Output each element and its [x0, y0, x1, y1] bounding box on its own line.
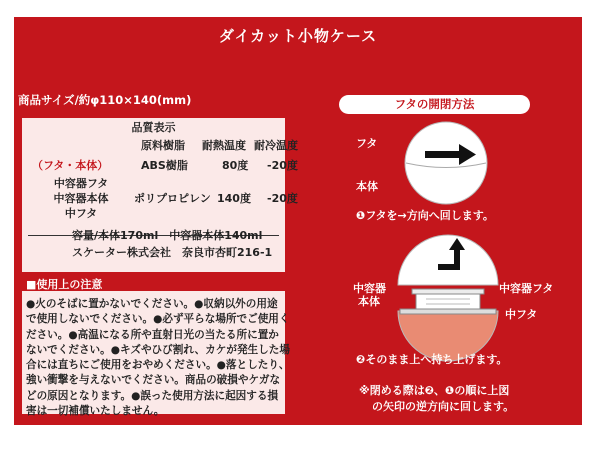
caution-line: ないでください。●キズやひび割れ、カケが発生した場 [26, 343, 290, 356]
caution-line: 合には直ちにご使用をおやめください。●落としたり、 [26, 359, 290, 372]
label-lid: フタ [356, 137, 378, 150]
label-middle-lid: 中フタ [505, 308, 538, 321]
product-title: ダイカット小物ケース [218, 27, 378, 45]
case-sphere [405, 122, 487, 204]
caution-body [26, 297, 290, 419]
col-heat: 耐熱温度 [202, 139, 246, 152]
row2-cold: -20度 [267, 192, 298, 205]
step1-text: ❶フタを→方向へ回します。 [356, 209, 494, 222]
lifted-lid [398, 235, 498, 285]
capacity: 容量/本体170ml 中容器本体140ml [72, 229, 263, 242]
col-cold: 耐冷温度 [254, 139, 298, 152]
package-panel [14, 17, 582, 425]
row2-part-line1: 中容器フタ [53, 177, 109, 190]
caution-line: どの原因となります。●誤った使用方法に起因する損 [26, 389, 279, 402]
label-inner-lid: 中容器フタ [499, 282, 554, 295]
caution-heading: ■使用上の注意 [26, 278, 103, 291]
row2-part-line2: 中容器本体 [53, 192, 109, 205]
lid-heading: フタの開閉方法 [339, 95, 530, 114]
product-size: 商品サイズ/約φ110×140(mm) [18, 93, 192, 107]
row1-heat: 80度 [222, 159, 249, 172]
caution-line: で使用しないでください。●必ず平らな場所でご使用く [26, 313, 290, 326]
quality-heading: 品質表示 [131, 121, 176, 134]
caution-line: 強い衝撃を与えないでください。商品の破損やケガな [26, 374, 281, 387]
inner-container-lid [412, 289, 484, 294]
company: スケーター株式会社 奈良市杏町216-1 [72, 246, 273, 259]
caution-header [22, 273, 285, 291]
caution-line: 害は一切補償いたしません。 [26, 405, 165, 418]
row2-part-line3: 中フタ [64, 207, 98, 220]
label-inner-body-1: 中容器 [353, 282, 386, 295]
label-inner-body-2: 本体 [358, 295, 380, 308]
caution-line: ●火のそばに置かないでください。●収納以外の用途 [26, 298, 278, 310]
caution-box [22, 273, 290, 418]
caution-line: ださい。●高温になる所や直射日光の当たる所に置か [26, 328, 279, 341]
row2-material: ポリプロピレン [134, 192, 211, 205]
row1-part: （フタ・本体） [32, 159, 109, 172]
middle-lid [400, 309, 496, 314]
close-note-line1: ※閉める際は❷、❶の順に上図 [359, 384, 510, 397]
close-note-line2: の矢印の逆方向に回します。 [372, 400, 515, 413]
step2-diagram [396, 233, 500, 365]
step1-diagram [392, 120, 500, 206]
label-body: 本体 [356, 180, 378, 193]
row1-material: ABS樹脂 [141, 159, 188, 172]
quality-table [22, 118, 298, 272]
row1-cold: -20度 [267, 159, 298, 172]
step2-text: ❷そのまま上へ持ち上げます。 [356, 353, 508, 366]
row2-heat: 140度 [217, 192, 251, 205]
col-material: 原料樹脂 [141, 139, 185, 152]
